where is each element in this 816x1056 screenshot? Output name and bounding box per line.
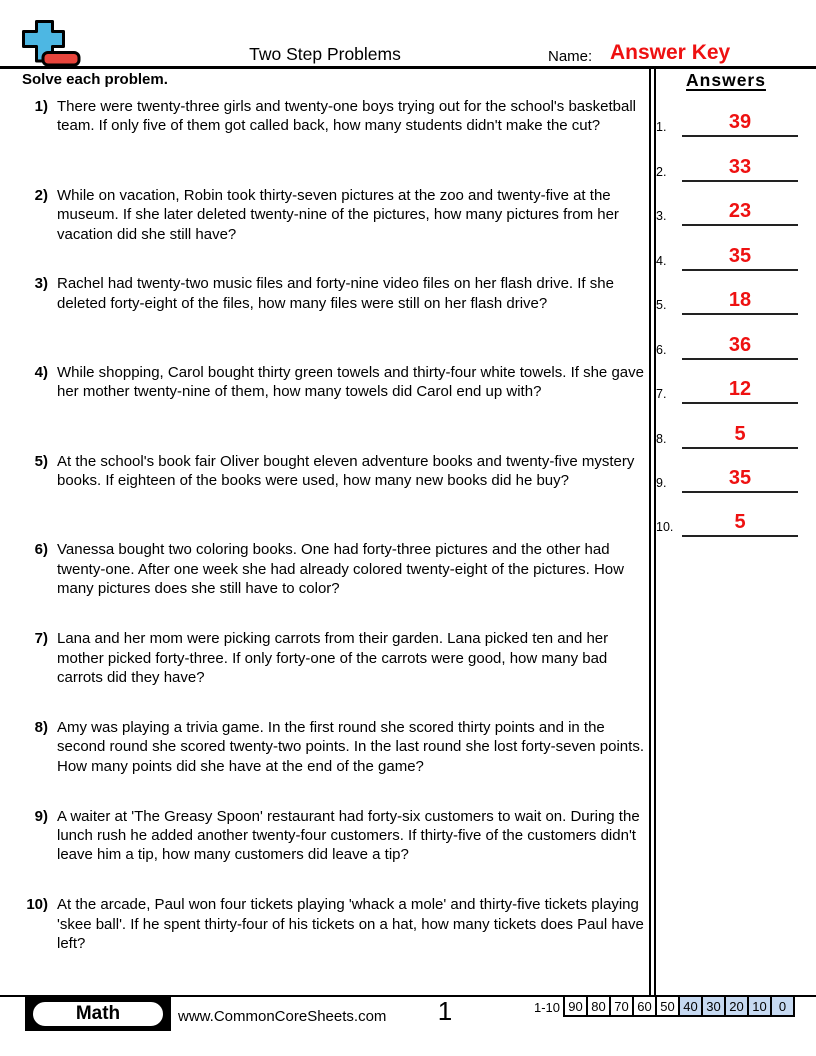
problem-number: 10) <box>26 896 48 914</box>
answer-value: 18 <box>728 289 752 312</box>
problem-item <box>20 629 648 718</box>
problem-text: Amy was playing a trivia game. In the first round she scored thirty points and in the second round she scored twenty-two points. In the last round she lost forty-seven points. How many points did she have at the end of the game? <box>57 718 644 775</box>
problem-number: 4) <box>34 364 48 382</box>
answer-key-label: Answer Key <box>610 41 731 64</box>
answer-value: 35 <box>728 244 752 267</box>
answer-blank <box>682 335 798 360</box>
answer-row <box>656 315 798 359</box>
answer-row <box>656 404 798 448</box>
header-divider <box>0 66 816 69</box>
subject-badge-label: Math <box>75 1003 121 1024</box>
problem-number: 3) <box>34 275 48 293</box>
answer-blank <box>682 201 798 226</box>
score-cell: 0 <box>770 995 795 1017</box>
problem-number: 7) <box>34 630 48 648</box>
answer-number: 4. <box>656 253 667 268</box>
score-cell: 80 <box>586 995 611 1017</box>
answer-value: 12 <box>728 378 752 401</box>
instruction-text: Solve each problem. <box>22 71 168 88</box>
problem-item <box>20 895 648 984</box>
problem-item <box>20 274 648 363</box>
answer-number: 8. <box>656 431 667 446</box>
problem-item <box>20 807 648 896</box>
problem-number: 2) <box>34 186 48 204</box>
score-cell: 70 <box>609 995 634 1017</box>
answer-blank <box>682 290 798 315</box>
answer-value: 5 <box>734 422 746 445</box>
answer-row <box>656 226 798 270</box>
problem-text: Rachel had twenty-two music files and forty-nine video files on her flash drive. If she deleted forty-eight of the files, how many files were still on her flash drive? <box>57 275 614 312</box>
answer-row <box>656 93 798 137</box>
problem-text: While on vacation, Robin took thirty-seven pictures at the zoo and twenty-five at the museum. If she later deleted twenty-nine of the pictures, how many pictures from her vacation did she still have? <box>57 186 619 243</box>
page-number: 1 <box>437 996 453 1026</box>
answer-blank <box>682 112 798 137</box>
answer-row <box>656 137 798 181</box>
problem-text: There were twenty-three girls and twenty-one boys trying out for the school's basketball team. If only five of them got called back, how many students didn't make the cut? <box>57 98 636 135</box>
problem-item <box>20 540 648 629</box>
problem-item <box>20 718 648 807</box>
answer-row <box>656 493 798 537</box>
answer-number: 6. <box>656 342 667 357</box>
answer-value: 36 <box>728 333 752 356</box>
answer-number: 2. <box>656 164 667 179</box>
name-label: Name: <box>548 48 593 65</box>
subject-badge-pill <box>32 1001 164 1027</box>
answer-blank <box>682 157 798 182</box>
answer-row <box>656 360 798 404</box>
problem-number: 6) <box>34 541 48 559</box>
problem-item <box>20 452 648 541</box>
website-text: www.CommonCoreSheets.com <box>178 1008 387 1025</box>
problem-number: 1) <box>34 98 48 115</box>
answer-number: 9. <box>656 475 667 490</box>
answers-column-divider <box>649 66 656 995</box>
answer-value: 5 <box>734 511 746 534</box>
score-cell: 10 <box>747 995 772 1017</box>
answer-blank <box>682 512 798 537</box>
problem-number: 9) <box>34 807 48 825</box>
problem-number: 8) <box>34 718 48 736</box>
worksheet-title: Two Step Problems <box>249 44 401 64</box>
answer-blank <box>682 379 798 404</box>
score-range-label: 1-10 <box>533 1000 560 1015</box>
problem-text: Lana and her mom were picking carrots from their garden. Lana picked ten and her mother picked forty-three. If only forty-one of the carrots were good, how many bad carrots did they have? <box>57 630 609 686</box>
answer-row <box>656 271 798 315</box>
answer-blank <box>682 468 798 493</box>
score-cell: 60 <box>632 995 657 1017</box>
problem-item <box>20 363 648 452</box>
subject-badge <box>25 997 171 1031</box>
answer-row <box>656 182 798 226</box>
plus-minus-logo-icon <box>22 20 82 67</box>
problem-item <box>20 97 648 186</box>
answer-value: 33 <box>728 155 752 178</box>
answer-number: 10. <box>656 520 674 535</box>
answer-blank <box>682 424 798 449</box>
answer-number: 7. <box>656 387 667 402</box>
problem-item <box>20 186 648 275</box>
score-cell: 50 <box>655 995 680 1017</box>
answer-number: 5. <box>656 298 667 313</box>
problems-list <box>20 97 648 984</box>
answer-row <box>656 449 798 493</box>
answers-list <box>656 93 798 537</box>
problem-text: A waiter at 'The Greasy Spoon' restaurant had forty-six customers to wait on. During the lunch rush he added another twenty-four customers. If thirty-five of the customers didn't leave him a tip, how many customers did leave a tip? <box>57 807 640 864</box>
problem-number: 5) <box>34 452 48 470</box>
problem-text: At the arcade, Paul won four tickets playing 'whack a mole' and thirty-five tickets playing 'skee ball'. If he spent thirty-four of his tickets on a hat, how many tickets does Paul have left? <box>57 896 644 952</box>
score-cell: 30 <box>701 995 726 1017</box>
answer-value: 39 <box>728 111 752 134</box>
problem-text: Vanessa bought two coloring books. One had forty-three pictures and the other had twenty-one. After one week she had already colored twenty-eight of the pictures. How many pictures does she still have to color? <box>57 541 624 598</box>
answers-heading: Answers <box>686 70 766 90</box>
score-table <box>563 995 795 1017</box>
answer-number: 3. <box>656 209 667 224</box>
answer-value: 23 <box>728 200 752 223</box>
answer-blank <box>682 246 798 271</box>
problem-text: While shopping, Carol bought thirty green towels and thirty-four white towels. If she gave her mother twenty-nine of them, how many towels did Carol end up with? <box>57 364 644 401</box>
score-cell: 40 <box>678 995 703 1017</box>
problem-text: At the school's book fair Oliver bought eleven adventure books and twenty-five mystery books. If eighteen of the books were used, how many new books did he buy? <box>57 452 635 490</box>
score-cell: 90 <box>563 995 588 1017</box>
answer-number: 1. <box>656 120 667 135</box>
answer-value: 35 <box>728 466 752 489</box>
score-cell: 20 <box>724 995 749 1017</box>
